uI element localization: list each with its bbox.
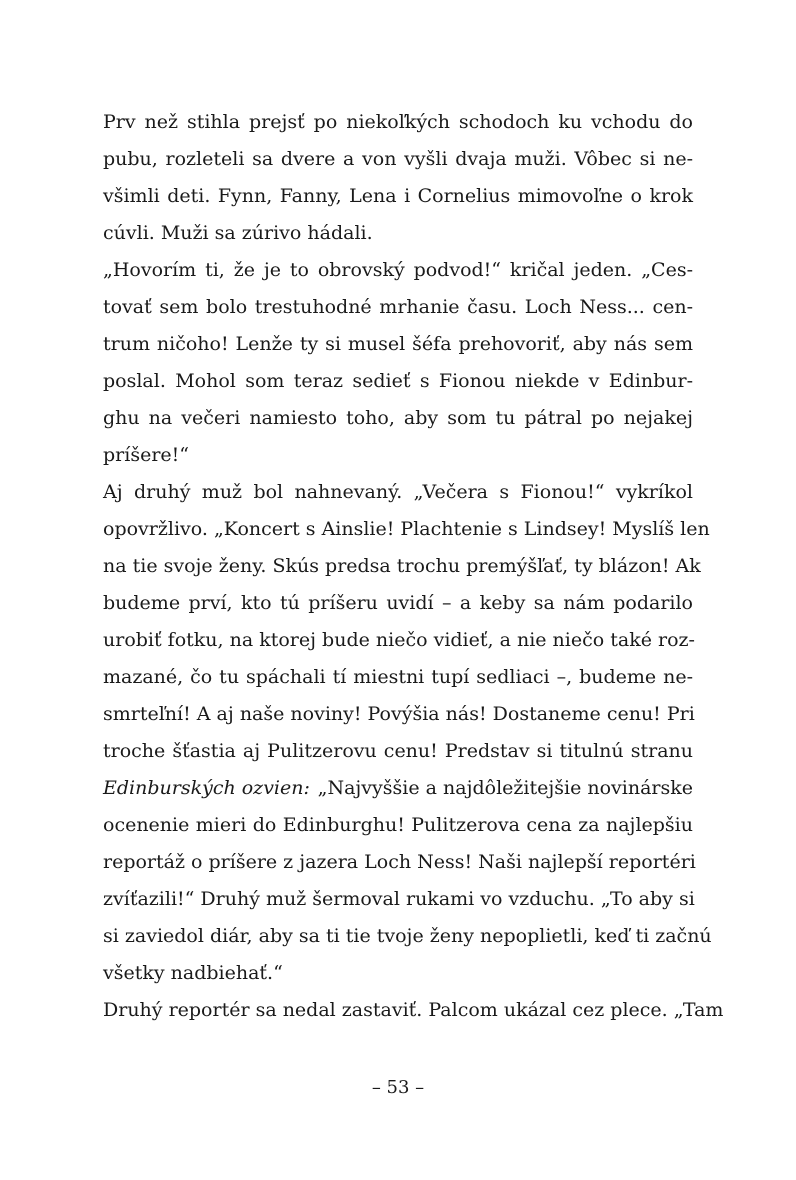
paragraph-line: zvíťazili!“ Druhý muž šermoval rukami vo vzduchu. „To aby si: [103, 888, 695, 910]
paragraph-line: poslal. Mohol som teraz sedieť s Fionou niekde v Edinbur-: [103, 370, 693, 392]
line-remainder: „Najvyššie a najdôležitejšie novinárske: [317, 777, 693, 799]
paragraph-line: všimli deti. Fynn, Fanny, Lena i Cornelius mimovoľne o krok: [103, 185, 693, 207]
paragraph-line: všetky nadbiehať.“: [103, 962, 283, 984]
paragraph-line: opovržlivo. „Koncert s Ainslie! Plachtenie s Lindsey! Myslíš len: [103, 518, 710, 540]
paragraph-line: na tie svoje ženy. Skús predsa trochu premýšľať, ty blázon! Ak: [103, 555, 701, 577]
paragraph-line: budeme prví, kto tú príšeru uvidí – a keby sa nám podarilo: [103, 592, 693, 614]
paragraph-line-with-italic-title: [103, 770, 693, 807]
page-body-text: [103, 104, 724, 1029]
paragraph-line: mazané, čo tu spáchali tí miestni tupí sedliaci –, budeme ne-: [103, 666, 693, 688]
page-number: – 53 –: [371, 1077, 425, 1098]
paragraph-line: Prv než stihla prejsť po niekoľkých schodoch ku vchodu do: [103, 111, 693, 133]
paragraph-line: cúvli. Muži sa zúrivo hádali.: [103, 222, 373, 244]
paragraph-line: reportáž o príšere z jazera Loch Ness! Naši najlepší reportéri: [103, 851, 696, 873]
paragraph-line: ghu na večeri namiesto toho, aby som tu pátral po nejakej: [103, 407, 693, 429]
paragraph-line: urobiť fotku, na ktorej bude niečo vidieť, a nie niečo také roz-: [103, 629, 695, 651]
paragraph-line: Aj druhý muž bol nahnevaný. „Večera s Fionou!“ vykríkol: [103, 481, 693, 503]
paragraph-line: ocenenie mieri do Edinburghu! Pulitzerova cena za najlepšiu: [103, 814, 693, 836]
paragraph-line: pubu, rozleteli sa dvere a von vyšli dvaja muži. Vôbec si ne-: [103, 148, 693, 170]
italic-title: Edinburských ozvien:: [103, 777, 310, 799]
paragraph-line: „Hovorím ti, že je to obrovský podvod!“ kričal jeden. „Ces-: [103, 259, 693, 281]
paragraph-line: príšere!“: [103, 444, 189, 466]
paragraph-line: tovať sem bolo trestuhodné mrhanie času. Loch Ness... cen-: [103, 296, 693, 318]
paragraph-line: si zaviedol diár, aby sa ti tie tvoje ženy nepoplietli, keď ti začnú: [103, 925, 712, 947]
paragraph-line: trum ničoho! Lenže ty si musel šéfa prehovoriť, aby nás sem: [103, 333, 693, 355]
paragraph-line: Druhý reportér sa nedal zastaviť. Palcom ukázal cez plece. „Tam: [103, 999, 724, 1021]
paragraph-line: smrteľní! A aj naše noviny! Povýšia nás! Dostaneme cenu! Pri: [103, 703, 695, 725]
paragraph-line: troche šťastia aj Pulitzerovu cenu! Predstav si titulnú stranu: [103, 740, 693, 762]
